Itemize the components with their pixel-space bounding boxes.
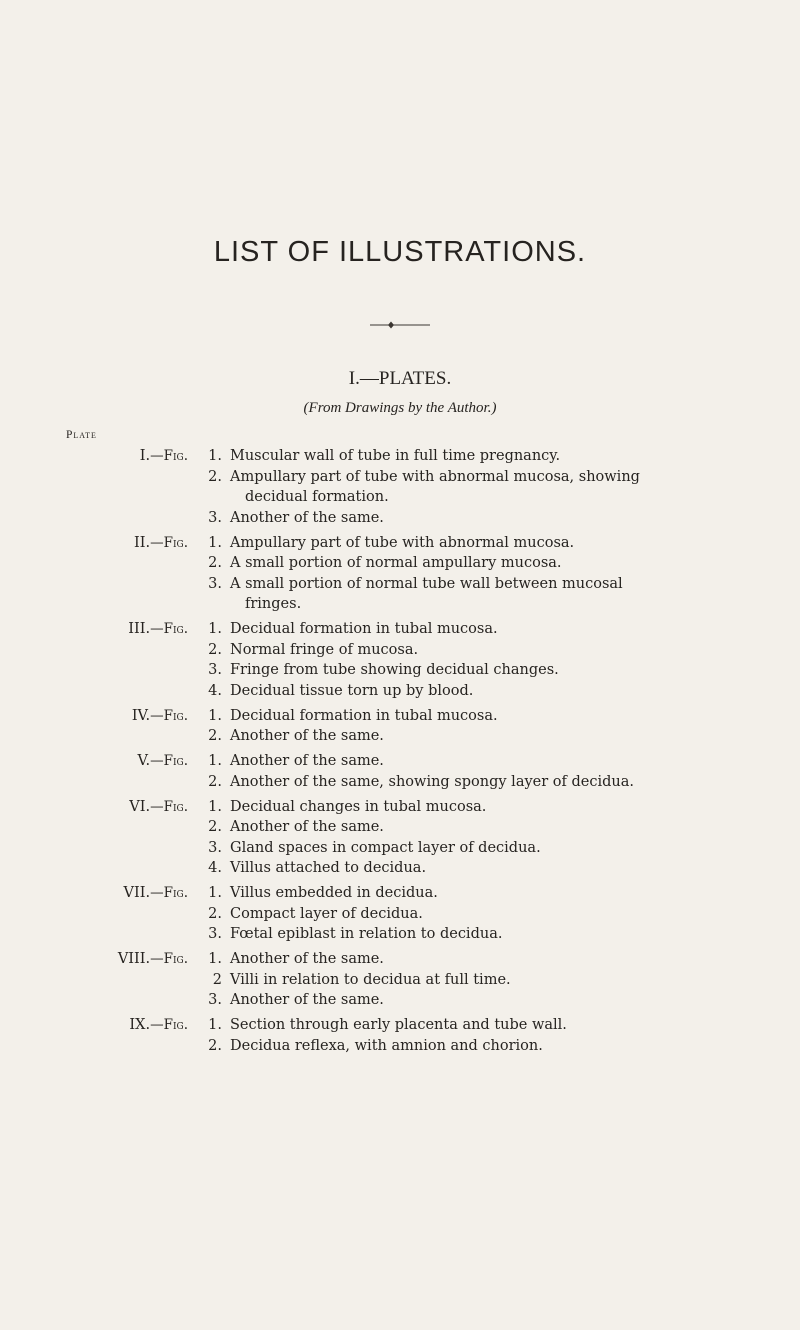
figure-caption: A small portion of normal ampullary mucosa. <box>230 555 562 571</box>
figure-number: 1. <box>208 448 222 464</box>
plate-number: VI. <box>129 798 151 815</box>
list-item <box>0 508 800 529</box>
figure-number: 3. <box>208 509 222 526</box>
figure-number: 1. <box>208 951 222 967</box>
figure-caption: Another of the same. <box>230 992 384 1008</box>
plate-label <box>118 949 188 970</box>
fig-label: —Fig. <box>150 885 188 901</box>
figure-caption: Section through early placenta and tube wall. <box>230 1017 567 1033</box>
figure-caption: Gland spaces in compact layer of decidua. <box>230 839 541 856</box>
figure-number: 3. <box>208 662 222 678</box>
list-item <box>0 446 800 467</box>
figure-number: 3. <box>208 575 222 592</box>
figure-number: 3. <box>208 992 222 1008</box>
list-item <box>0 726 800 747</box>
fig-label: —Fig. <box>150 621 188 637</box>
list-item <box>0 619 800 640</box>
figure-number: 2. <box>208 555 222 571</box>
list-item <box>0 751 800 772</box>
plate-column-heading: Plate <box>66 429 97 441</box>
list-item <box>0 838 800 859</box>
plate-label <box>134 533 188 554</box>
figure-number: 4. <box>208 682 222 699</box>
figure-caption: A small portion of normal tube wall between mucosal <box>230 575 623 592</box>
plate-label <box>124 883 188 904</box>
list-item <box>0 487 800 508</box>
plate-label <box>129 797 188 818</box>
figure-number: 1. <box>208 1017 222 1033</box>
figure-caption: Decidual formation in tubal mucosa. <box>230 621 498 637</box>
plate-number: III. <box>128 621 151 637</box>
list-item <box>0 1036 800 1057</box>
plate-label <box>129 1015 188 1036</box>
plate-label <box>138 751 188 772</box>
figure-number: 1. <box>208 707 222 724</box>
list-item <box>0 772 800 793</box>
figure-caption: Decidual tissue torn up by blood. <box>230 682 474 699</box>
figure-caption: Fringe from tube showing decidual changes. <box>230 662 559 678</box>
fig-label: —Fig. <box>150 753 188 769</box>
list-item <box>0 817 800 838</box>
figure-number: 2. <box>208 1037 222 1054</box>
figure-caption: Villus attached to decidua. <box>230 860 427 876</box>
plate-label <box>128 619 188 640</box>
figure-number: 4. <box>208 860 222 876</box>
plate-number: IV. <box>131 707 151 724</box>
plate-number: VIII. <box>117 951 151 967</box>
list-item <box>0 949 800 970</box>
list-item <box>0 574 800 595</box>
plate-number: IX. <box>129 1017 151 1033</box>
figure-number: 1. <box>208 621 222 637</box>
figure-caption: Compact layer of decidua. <box>230 905 423 922</box>
plate-label <box>132 706 188 727</box>
list-item <box>0 467 800 488</box>
fig-label: —Fig. <box>150 534 188 551</box>
fig-label: —Fig. <box>150 798 188 815</box>
list-item <box>0 553 800 574</box>
figure-caption: Another of the same. <box>230 509 384 526</box>
figure-number: 1. <box>208 798 222 815</box>
figure-number: 3. <box>208 926 222 942</box>
figure-caption: Villus embedded in decidua. <box>230 885 438 901</box>
fig-label: —Fig. <box>150 707 188 724</box>
figure-number: 2. <box>208 905 222 922</box>
list-item <box>0 924 800 945</box>
figure-caption: Another of the same. <box>230 819 384 835</box>
list-item <box>0 706 800 727</box>
illustration-list <box>0 446 800 1056</box>
figure-number: 2. <box>208 728 222 744</box>
figure-number: 2. <box>208 468 222 485</box>
figure-caption: Normal fringe of mucosa. <box>230 641 419 658</box>
figure-caption: Decidua reflexa, with amnion and chorion. <box>230 1037 543 1054</box>
figure-caption: Ampullary part of tube with abnormal mucosa, showing <box>230 468 640 485</box>
figure-number: 3. <box>208 839 222 856</box>
fig-label: —Fig. <box>150 448 188 464</box>
list-item <box>0 904 800 925</box>
list-item <box>0 594 800 615</box>
list-item <box>0 970 800 991</box>
list-item <box>0 640 800 661</box>
figure-number: 2. <box>208 773 222 790</box>
list-item <box>0 660 800 681</box>
list-item <box>0 1015 800 1036</box>
diamond-rule-ornament <box>370 320 430 330</box>
fig-label: —Fig. <box>150 1017 188 1033</box>
figure-caption: Muscular wall of tube in full time pregnancy. <box>230 448 561 464</box>
figure-caption: Another of the same. <box>230 951 384 967</box>
figure-caption: Decidual changes in tubal mucosa. <box>230 798 487 815</box>
list-item <box>0 681 800 702</box>
figure-number: 2 <box>212 971 222 988</box>
figure-caption: Fœtal epiblast in relation to decidua. <box>230 926 503 942</box>
figure-number: 2. <box>208 819 222 835</box>
figure-caption: Decidual formation in tubal mucosa. <box>230 707 498 724</box>
figure-number: 1. <box>208 885 222 901</box>
page-title: LIST OF ILLUSTRATIONS. <box>213 236 587 268</box>
figure-number: 1. <box>208 753 222 769</box>
section-title: I.—PLATES. <box>348 368 452 389</box>
figure-number: 1. <box>208 534 222 551</box>
plate-number: I. <box>139 448 151 464</box>
figure-number: 2. <box>208 641 222 658</box>
list-item <box>0 533 800 554</box>
figure-caption: Ampullary part of tube with abnormal mucosa. <box>230 534 575 551</box>
figure-caption: decidual formation. <box>245 489 389 505</box>
figure-caption: Villi in relation to decidua at full time. <box>230 971 511 988</box>
plate-number: V. <box>137 753 151 769</box>
figure-caption: Another of the same, showing spongy layer of decidua. <box>230 773 634 790</box>
plate-number: II. <box>134 534 151 551</box>
list-item <box>0 883 800 904</box>
figure-caption: Another of the same. <box>230 753 384 769</box>
list-item <box>0 990 800 1011</box>
plate-number: VII. <box>123 885 151 901</box>
fig-label: —Fig. <box>150 951 188 967</box>
figure-caption: fringes. <box>245 596 302 612</box>
plate-label <box>140 446 188 467</box>
figure-caption: Another of the same. <box>230 728 384 744</box>
list-item <box>0 797 800 818</box>
section-subtitle: (From Drawings by the Author.) <box>303 400 497 416</box>
list-item <box>0 858 800 879</box>
